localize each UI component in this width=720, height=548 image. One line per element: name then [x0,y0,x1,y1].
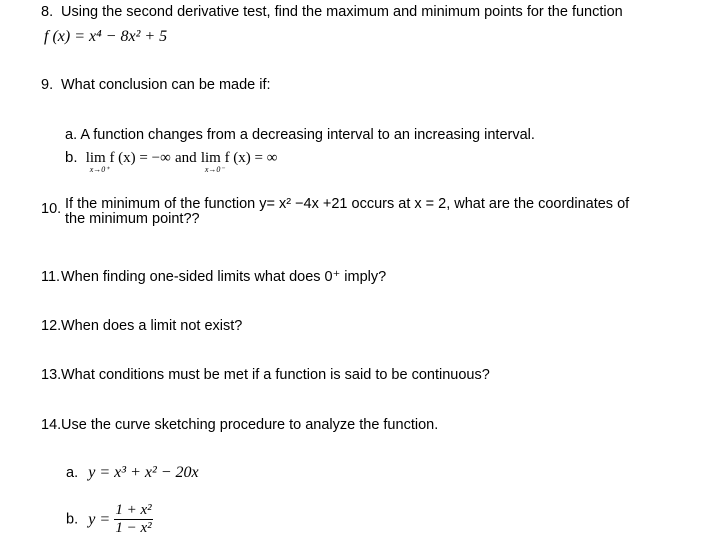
question-number: 13. [41,367,62,383]
q14-part-a [66,464,199,482]
limit-text: lim f (x) = −∞ [85,150,171,166]
q8-formula: f (x) = x⁴ − 8x² + 5 [44,28,168,45]
part-label: b. [65,149,78,166]
question-text: When finding one-sided limits what does 0⁺ imply? [61,269,387,285]
question-11 [41,269,386,285]
question-text: What conditions must be met if a function is said to be continuous? [61,367,490,383]
q14b-fraction [114,502,152,537]
question-text: When does a limit not exist? [61,318,243,334]
limit-expression-1 [85,150,171,174]
q14-part-b [66,502,153,537]
q10-line-2: the minimum point?? [65,211,200,227]
q9-part-b [65,149,278,174]
question-14 [41,417,438,433]
limit-text: lim f (x) = ∞ [200,150,278,166]
part-label: b. [66,511,79,528]
q14a-formula: y = x³ + x² − 20x [88,464,199,481]
q10-number: 10. [41,201,62,217]
question-9 [41,77,271,93]
fraction-denominator: 1 − x² [115,520,152,536]
question-13 [41,367,490,383]
limit-subscript: x→0⁺ [89,165,110,174]
question-number: 12. [41,318,62,334]
question-text: What conclusion can be made if: [61,77,271,93]
fraction-numerator: 1 + x² [115,502,152,518]
q9-part-a: a. A function changes from a decreasing interval to an increasing interval. [65,127,535,143]
limit-expression-2 [200,150,278,174]
question-12 [41,318,242,334]
question-text: Using the second derivative test, find the maximum and minimum points for the function [61,4,623,20]
conjunction: and [174,150,197,166]
part-label: a. [66,465,79,481]
limit-subscript: x→0⁻ [204,165,225,174]
question-text: Use the curve sketching procedure to analyze the function. [61,417,439,433]
question-number: 11. [41,269,61,285]
question-number: 9. [41,77,54,93]
q10-line-1: If the minimum of the function y= x² −4x +21 occurs at x = 2, what are the coordinates of [65,196,630,212]
question-8 [41,4,623,20]
q14b-lhs: y = [88,510,111,528]
question-number: 14. [41,417,62,433]
question-number: 8. [41,4,54,20]
